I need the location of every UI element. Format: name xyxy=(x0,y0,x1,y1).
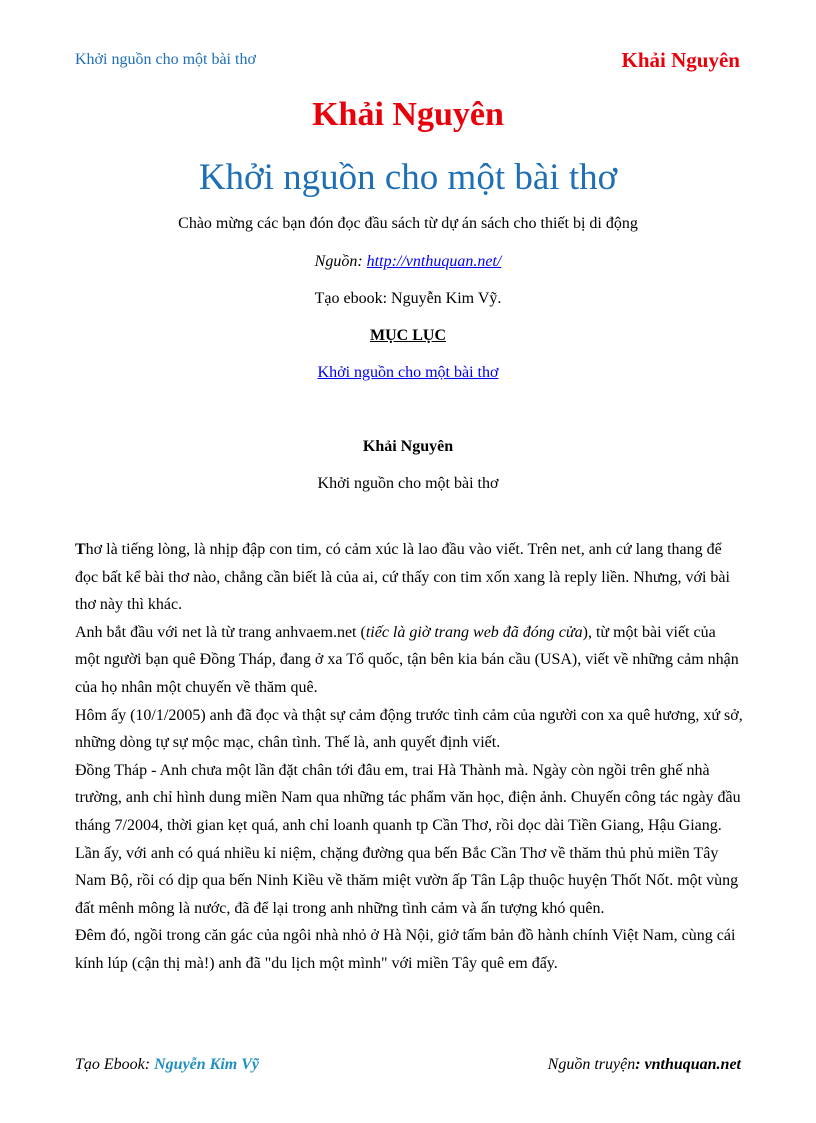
paragraph-text: hơ là tiếng lòng, là nhịp đập con tim, có cảm xúc là lao đầu vào viết. Trên net, anh cứ lang thang để đọc bất kể bài thơ nào, chẳng cần biết là của ai, cứ thấy con tim xốn xang là reply liền. Nhưng, với bài thơ này thì khác. xyxy=(75,541,730,614)
paragraph-italic: tiếc là giờ trang web đã đóng cửa xyxy=(365,623,583,641)
footer-source-site: vnthuquan.net xyxy=(644,1056,741,1073)
paragraph: Lần ấy, với anh có quá nhiều kỉ niệm, chặng đường qua bến Bắc Cần Thơ về thăm thủ phủ miền Tây Nam Bộ, rồi có dịp qua bến Ninh Kiều về thăm miệt vườn ấp Tân Lập thuộc huyện Thốt Nốt. một vùng đất mênh mông là nước, đã để lại trong anh những tình cảm và ấn tượng khó quên. xyxy=(75,844,739,917)
first-letter: T xyxy=(75,541,86,558)
source-line xyxy=(0,253,816,271)
ebook-creator: Tạo ebook: Nguyễn Kim Vỹ. xyxy=(314,290,502,307)
footer-source-label: Nguồn truyện xyxy=(547,1056,636,1073)
paragraph-text: ), từ một bài viết của một người bạn quê Đồng Tháp, đang ở xa Tổ quốc, tận bên kia bán cầu (USA), viết về những cảm nhận của họ nhân một chuyến về thăm quê. xyxy=(75,623,739,696)
paragraph: Hôm ấy (10/1/2005) anh đã đọc và thật sự cảm động trước tình cảm của người con xa quê hương, xứ sở, những dòng tự sự mộc mạc, chân tình. Thế là, anh quyết định viết. xyxy=(75,706,743,752)
toc-entry xyxy=(0,364,816,382)
source-label: Nguồn: xyxy=(314,253,363,270)
chapter-body xyxy=(75,536,743,978)
toc-heading: MỤC LỤC xyxy=(370,327,446,344)
welcome-text: Chào mừng các bạn đón đọc đầu sách từ dự án sách cho thiết bị di động xyxy=(178,215,638,232)
footer-separator: : xyxy=(144,1056,151,1073)
footer-ebook-name: Nguyễn Kim Vỹ xyxy=(154,1056,259,1073)
chapter-title: Khởi nguồn cho một bài thơ xyxy=(317,475,499,492)
paragraph-text: Anh bắt đầu với net là từ trang anhvaem.net ( xyxy=(75,623,366,641)
author-title: Khải Nguyên xyxy=(312,96,504,133)
footer-source-credit xyxy=(548,1056,741,1074)
paragraph xyxy=(75,536,743,619)
paragraph: Đêm đó, ngồi trong căn gác của ngôi nhà nhỏ ở Hà Nội, giở tấm bản đồ hành chính Việt Nam, cùng cái kính lúp (cận thị mà!) anh đã "du lịch một mình" với miền Tây quê em đấy. xyxy=(75,927,736,972)
footer-ebook-credit xyxy=(75,1056,259,1074)
chapter-author: Khải Nguyên xyxy=(362,438,454,455)
paragraph: Đồng Tháp - Anh chưa một lần đặt chân tới đâu em, trai Hà Thành mà. Ngày còn ngồi trên ghế nhà trường, anh chỉ hình dung miền Nam qua những tác phẩm văn học, điện ảnh. Chuyến công tác ngày đầu tháng 7/2004, thời gian kẹt quá, anh chỉ loanh quanh tp Cần Thơ, rồi dọc dài Tiền Giang, Hậu Giang. xyxy=(75,761,741,834)
source-link[interactable]: http://vnthuquan.net/ xyxy=(366,253,502,270)
running-header-book-title: Khởi nguồn cho một bài thơ xyxy=(75,51,256,68)
footer-separator: : xyxy=(635,1056,641,1073)
running-header-author: Khải Nguyên xyxy=(621,48,740,72)
footer-ebook-label: Tạo Ebook xyxy=(75,1056,145,1073)
book-title: Khởi nguồn cho một bài thơ xyxy=(198,157,618,198)
paragraph xyxy=(75,619,743,702)
toc-link[interactable]: Khởi nguồn cho một bài thơ xyxy=(317,364,499,381)
